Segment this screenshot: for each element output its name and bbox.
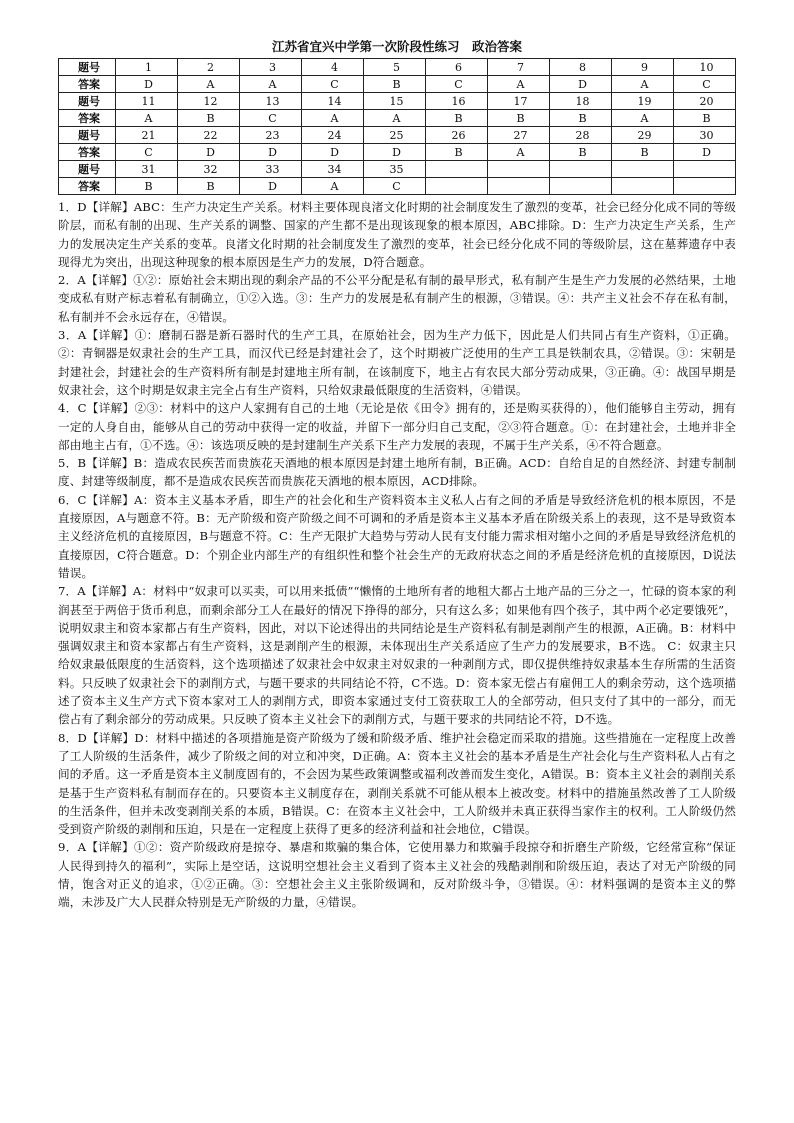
- question-number-cell: 19: [612, 93, 674, 110]
- answer-cell: C: [364, 178, 426, 195]
- question-number-cell: [612, 161, 674, 178]
- answer-cell: B: [426, 110, 488, 127]
- explanation-paragraph: 4．C【详解】②③：材料中的这户人家拥有自己的土地（无论是依《田令》拥有的，还是购买获得的），他们能够自主劳动，拥有一定的人身自由，能够从自己的劳动中获得一定的收益，并留下一部分归自己支配，②③符合题意。①：在封建社会，土地并非全部由地主占有，①不选。④：该选项反映的是封建制生产关系下生产力发展的表现，不属于生产关系，④不符合题意。: [58, 401, 736, 452]
- answer-cell: C: [426, 76, 488, 93]
- explanation-paragraph: 6．C【详解】A：资本主义基本矛盾，即生产的社会化和生产资料资本主义私人占有之间的矛盾是导致经济危机的根本原因，不是直接原因，A与题意不符。B：无产阶级和资产阶级之间不可调和的矛盾是资本主义基本矛盾在阶级关系上的表现，这不是导致资本主义经济危机的直接原因，B与题意不符。C：生产无限扩大趋势与劳动人民有支付能力需求相对缩小之间的矛盾是导致经济危机的直接原因，C符合题意。D：个别企业内部生产的有组织性和整个社会生产的无政府状态之间的矛盾是经济危机的直接原因，D说法错误。: [58, 492, 736, 580]
- explanation-paragraph: 2．A【详解】①②：原始社会末期出现的剩余产品的不公平分配是私有制的最早形式，私有制产生是生产力发展的必然结果，土地变成私有财产标志着私有制确立，①②入选。③：生产力的发展是私有制产生的根源，③错误。④：共产主义社会不存在私有制，私有制并不会永远存在，④错误。: [58, 273, 736, 324]
- question-number-cell: 27: [488, 127, 550, 144]
- question-number-cell: 22: [178, 127, 240, 144]
- table-row-answers: [59, 178, 736, 195]
- answer-cell: A: [612, 110, 674, 127]
- answer-cell: A: [302, 178, 364, 195]
- answer-cell: [550, 178, 612, 195]
- answer-cell: [488, 178, 550, 195]
- explanation-paragraph: 1．D【详解】ABC：生产力决定生产关系。材料主要体现良渚文化时期的社会制度发生了激烈的变革，社会已经分化成不同的等级阶层，而私有制的出现、生产关系的调整、国家的产生都不是出现该现象的根本原因，ABC排除。D：生产力决定生产关系，生产力的发展决定生产关系的变革。良渚文化时期的社会制度发生了激烈的变革，社会已经分化成不同的等级阶层，这在墓葬遗存中表现得尤为突出，出现这种现象的根本原因是生产力的发展，D符合题意。: [58, 200, 736, 269]
- answer-cell: B: [550, 144, 612, 161]
- explanations-section: [58, 198, 736, 912]
- answer-cell: B: [364, 76, 426, 93]
- answer-cell: D: [674, 144, 736, 161]
- question-number-cell: 10: [674, 59, 736, 76]
- row-label-answer: 答案: [59, 144, 116, 161]
- answer-cell: B: [488, 110, 550, 127]
- question-number-cell: 29: [612, 127, 674, 144]
- question-number-cell: 6: [426, 59, 488, 76]
- row-label-number: 题号: [59, 127, 116, 144]
- question-number-cell: [550, 161, 612, 178]
- question-number-cell: 23: [240, 127, 302, 144]
- question-number-cell: 24: [302, 127, 364, 144]
- question-number-cell: 21: [116, 127, 178, 144]
- question-number-cell: 33: [240, 161, 302, 178]
- explanation-paragraph: 7．A【详解】A：材料中“奴隶可以买卖，可以用来抵债”“懒惰的土地所有者的地租大都占土地产品的三分之一，忙碌的资本家的利润甚至于两倍于货币利息，而剩余部分工人在最好的情况下挣得的部分，只有这么多；如果他有四个孩子，其中两个必定要饿死”，说明奴隶主和资本家都占有生产资料，因此，对以下论述得出的共同结论是生产资料私有制是剥削产生的根源，A正确。B：材料中强调奴隶主和资本家都占有生产资料，这是剥削产生的根源，未体现出生产关系适应了生产力的发展要求，B不选。 C：奴隶主只给奴隶最低限度的生活资料，这个选项描述了奴隶社会中奴隶主对奴隶的一种剥削方式，即仅提供维持奴隶基本生存所需的生活资料。只反映了奴隶社会下的剥削方式，与题干要求的共同结论不符，C不选。D：资本家无偿占有雇佣工人的剩余劳动，这个选项描述了资本主义生产方式下资本家对工人的剥削方式，即资本家通过支付工资获取工人的全部劳动，但只支付了其中的一部分，而无偿占有了剩余部分的劳动成果。只反映了资本主义社会下的剥削方式，与题干要求的共同结论不符，D不选。: [58, 584, 736, 727]
- answer-cell: A: [364, 110, 426, 127]
- question-number-cell: 34: [302, 161, 364, 178]
- question-number-cell: 2: [178, 59, 240, 76]
- table-row-answers: [59, 76, 736, 93]
- explanation-paragraph: 9．A【详解】①②：资产阶级政府是掠夺、暴虐和欺骗的集合体，它使用暴力和欺骗手段掠夺和折磨生产阶级，它经常宣称“保证人民得到持久的福利”，实际上是空话，这说明空想社会主义看到了资本主义社会的残酷剥削和阶级压迫，表达了对无产阶级的同情，饱含对正义的追求，①②正确。③：空想社会主义主张阶级调和，反对阶级斗争，③错误。④：材料强调的是资本主义的弊端，未涉及广大人民群众特别是无产阶级的力量，④错误。: [58, 840, 736, 910]
- row-label-answer: 答案: [59, 76, 116, 93]
- question-number-cell: 9: [612, 59, 674, 76]
- question-number-cell: [674, 161, 736, 178]
- table-row-numbers: [59, 59, 736, 76]
- answer-cell: [674, 178, 736, 195]
- question-number-cell: 20: [674, 93, 736, 110]
- answer-cell: D: [240, 144, 302, 161]
- table-row-answers: [59, 110, 736, 127]
- answer-cell: C: [116, 144, 178, 161]
- answer-cell: A: [178, 76, 240, 93]
- explanation-paragraph: 3．A【详解】①：磨制石器是新石器时代的生产工具，在原始社会，因为生产力低下，因此是人们共同占有生产资料，①正确。②：青铜器是奴隶社会的生产工具，而汉代已经是封建社会了，这个时期被广泛使用的生产工具是铁制农具，②错误。③：宋朝是封建社会，封建社会的生产资料所有制是封建地主所有制，在该制度下，地主占有农民大部分劳动成果，③正确。④：战国早期是奴隶社会，这个时期是奴隶主完全占有生产资料，只给奴隶最低限度的生活资料，④错误。: [58, 328, 736, 397]
- row-label-number: 题号: [59, 59, 116, 76]
- question-number-cell: 30: [674, 127, 736, 144]
- answer-cell: A: [488, 144, 550, 161]
- answer-cell: B: [550, 110, 612, 127]
- question-number-cell: 17: [488, 93, 550, 110]
- explanation-paragraph: 8．D【详解】D：材料中描述的各项措施是资产阶级为了缓和阶级矛盾、维护社会稳定而采取的措施。这些措施在一定程度上改善了工人阶级的生活条件，减少了阶级之间的对立和冲突，D正确。A：资本主义社会的基本矛盾是生产社会化与生产资料私人占有之间的矛盾。这一矛盾是资本主义制度固有的，不会因为某些政策调整或福利改善而发生变化，A错误。B：资本主义社会的剥削关系是基于生产资料私有制而存在的。只要资本主义制度存在，剥削关系就不可能从根本上被改变。材料中的措施虽然改善了工人阶级的生活条件，但并未改变剥削关系的本质，B错误。C：在资本主义社会中，工人阶级并未真正获得当家作主的权利。工人阶级仍然受到资产阶级的剥削和压迫，只是在一定程度上获得了更多的经济利益和社会地位，C错误。: [58, 730, 736, 837]
- explanation-paragraph: 5．B【详解】B：造成农民疾苦而贵族花天酒地的根本原因是封建土地所有制，B正确。ACD：自给自足的自然经济、封建专制制度、封建等级制度，都不是造成农民疾苦而贵族花天酒地的根本原因，ACD排除。: [58, 456, 736, 489]
- question-number-cell: 3: [240, 59, 302, 76]
- answer-cell: B: [178, 110, 240, 127]
- question-number-cell: 5: [364, 59, 426, 76]
- row-label-number: 题号: [59, 161, 116, 178]
- answer-cell: B: [116, 178, 178, 195]
- answer-cell: D: [364, 144, 426, 161]
- question-number-cell: 16: [426, 93, 488, 110]
- answer-cell: D: [178, 144, 240, 161]
- question-number-cell: 18: [550, 93, 612, 110]
- question-number-cell: 26: [426, 127, 488, 144]
- answer-sheet-page: [58, 38, 736, 912]
- question-number-cell: 31: [116, 161, 178, 178]
- answer-cell: C: [674, 76, 736, 93]
- question-number-cell: 12: [178, 93, 240, 110]
- document-title: 江苏省宜兴中学第一次阶段性练习 政治答案: [271, 39, 522, 54]
- answer-cell: [612, 178, 674, 195]
- table-row-answers: [59, 144, 736, 161]
- answer-cell: B: [674, 110, 736, 127]
- table-row-numbers: [59, 93, 736, 110]
- question-number-cell: 35: [364, 161, 426, 178]
- answer-cell: D: [302, 144, 364, 161]
- question-number-cell: 28: [550, 127, 612, 144]
- table-row-numbers: [59, 161, 736, 178]
- question-number-cell: [488, 161, 550, 178]
- question-number-cell: 32: [178, 161, 240, 178]
- answer-cell: C: [302, 76, 364, 93]
- answer-table: [58, 58, 736, 195]
- row-label-answer: 答案: [59, 178, 116, 195]
- answer-cell: C: [240, 110, 302, 127]
- question-number-cell: [426, 161, 488, 178]
- row-label-answer: 答案: [59, 110, 116, 127]
- answer-cell: B: [426, 144, 488, 161]
- answer-cell: D: [116, 76, 178, 93]
- question-number-cell: 13: [240, 93, 302, 110]
- question-number-cell: 15: [364, 93, 426, 110]
- question-number-cell: 25: [364, 127, 426, 144]
- answer-cell: D: [240, 178, 302, 195]
- answer-cell: A: [302, 110, 364, 127]
- row-label-number: 题号: [59, 93, 116, 110]
- question-number-cell: 11: [116, 93, 178, 110]
- answer-cell: A: [488, 76, 550, 93]
- answer-cell: A: [116, 110, 178, 127]
- answer-cell: [426, 178, 488, 195]
- question-number-cell: 7: [488, 59, 550, 76]
- answer-cell: B: [612, 144, 674, 161]
- question-number-cell: 1: [116, 59, 178, 76]
- answer-cell: A: [240, 76, 302, 93]
- table-row-numbers: [59, 127, 736, 144]
- answer-cell: D: [550, 76, 612, 93]
- question-number-cell: 8: [550, 59, 612, 76]
- question-number-cell: 14: [302, 93, 364, 110]
- question-number-cell: 4: [302, 59, 364, 76]
- answer-cell: B: [178, 178, 240, 195]
- answer-cell: A: [612, 76, 674, 93]
